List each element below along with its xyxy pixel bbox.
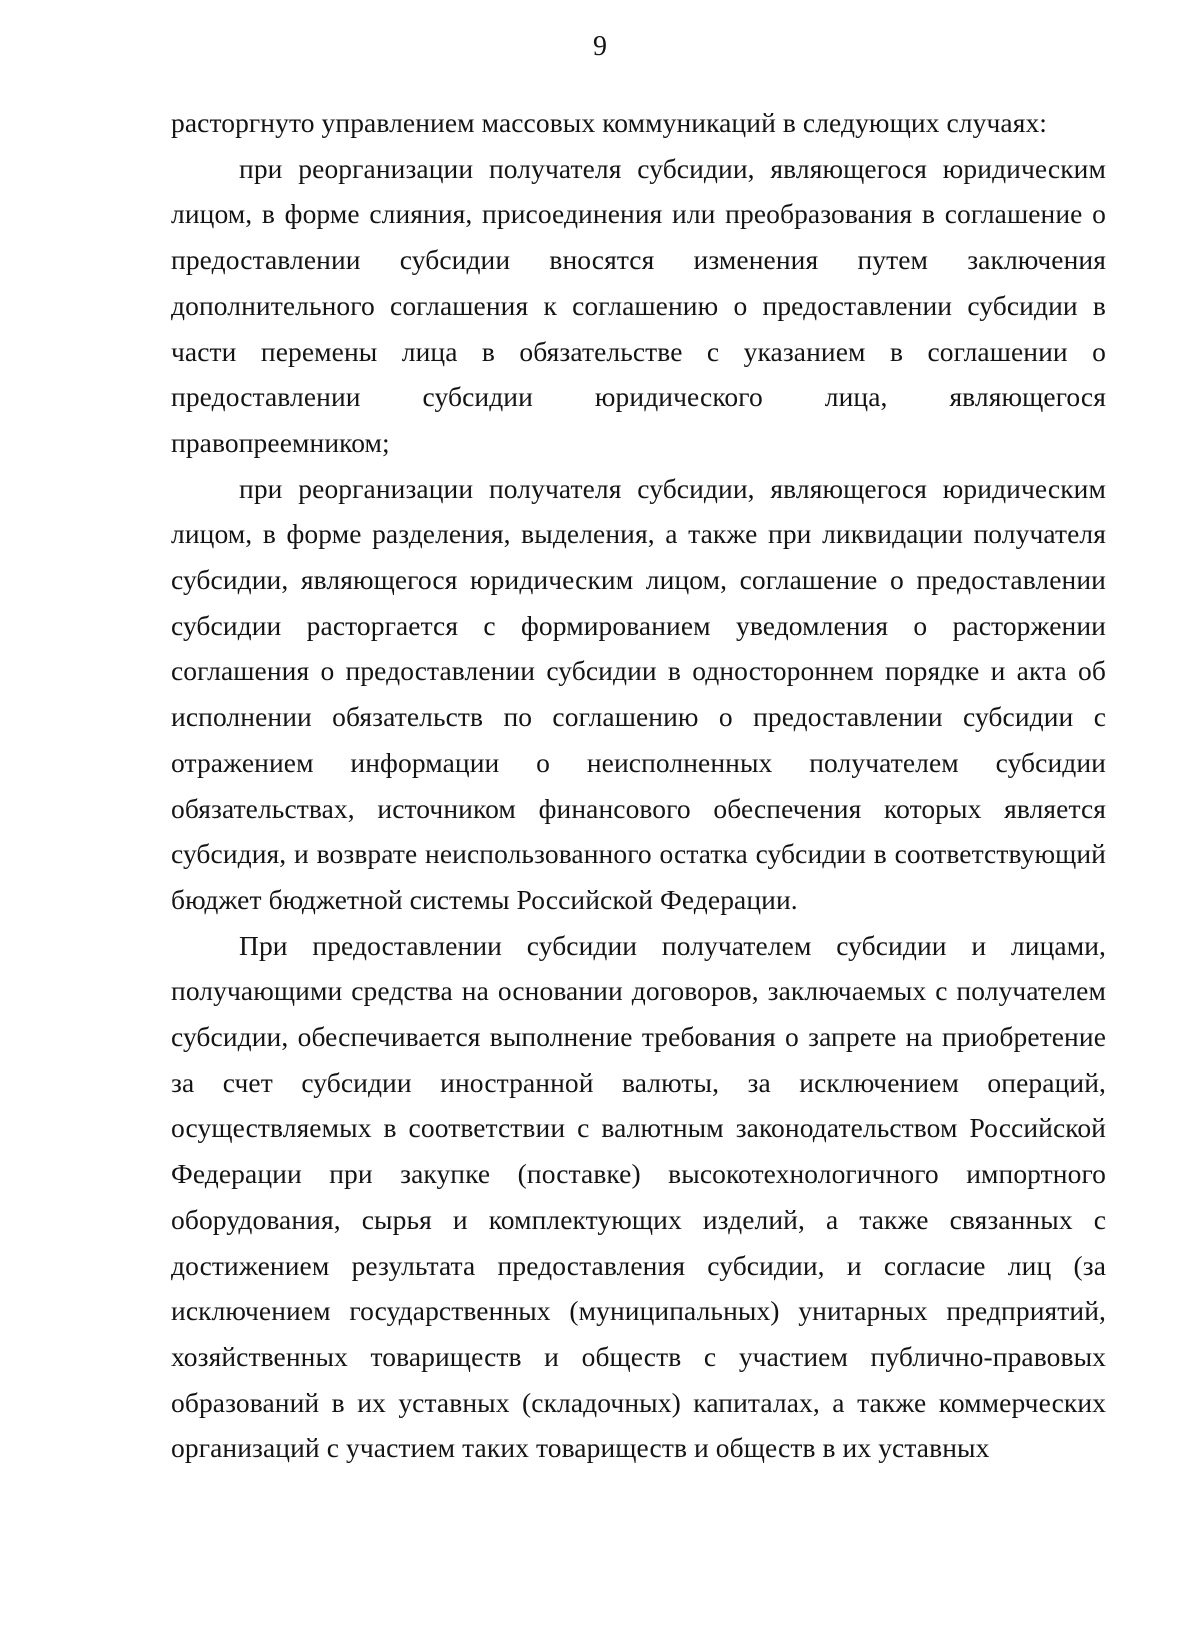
paragraph-reorganization-division: при реорганизации получателя субсидии, являющегося юридическим лицом, в форме разделения, выделения, а также при ликвидации получателя субсидии, являющегося юридическим лицом, соглашение о предоставлении субсидии расторгается с формированием уведомления о расторжении соглашения о предоставлении субсидии в одностороннем порядке и акта об исполнении обязательств по соглашению о предоставлении субсидии с отражением информации о неисполненных получателем субсидии обязательствах, источником финансового обеспечения которых является субсидия, и возврате неиспользованного остатка субсидии в соответствующий бюджет бюджетной системы Российской Федерации. xyxy=(171,472,1106,915)
paragraph-reorganization-merger: при реорганизации получателя субсидии, являющегося юридическим лицом, в форме слияния, присоединения или преобразования в соглашение о предоставлении субсидии вносятся изменения путем заключения дополнительного соглашения к соглашению о предоставлении субсидии в части перемены лица в обязательстве с указанием в соглашении о предоставлении субсидии юридического лица, являющегося правопреемником; xyxy=(171,152,1106,458)
page-number: 9 xyxy=(593,31,607,62)
document-body xyxy=(171,100,1106,1471)
paragraph-continuation: расторгнуто управлением массовых коммуникаций в следующих случаях: xyxy=(171,107,1048,138)
paragraph-foreign-currency-ban: При предоставлении субсидии получателем субсидии и лицами, получающими средства на основании договоров, заключаемых с получателем субсидии, обеспечивается выполнение требования о запрете на приобретение за счет субсидии иностранной валюты, за исключением операций, осуществляемых в соответствии с валютным законодательством Российской Федерации при закупке (поставке) высокотехнологичного импортного оборудования, сырья и комплектующих изделий, а также связанных с достижением результата предоставления субсидии, и согласие лиц (за исключением государственных (муниципальных) унитарных предприятий, хозяйственных товариществ и обществ с участием публично-правовых образований в их уставных (складочных) капиталах, а также коммерческих организаций с участием таких товариществ и обществ в их уставных xyxy=(171,929,1106,1464)
